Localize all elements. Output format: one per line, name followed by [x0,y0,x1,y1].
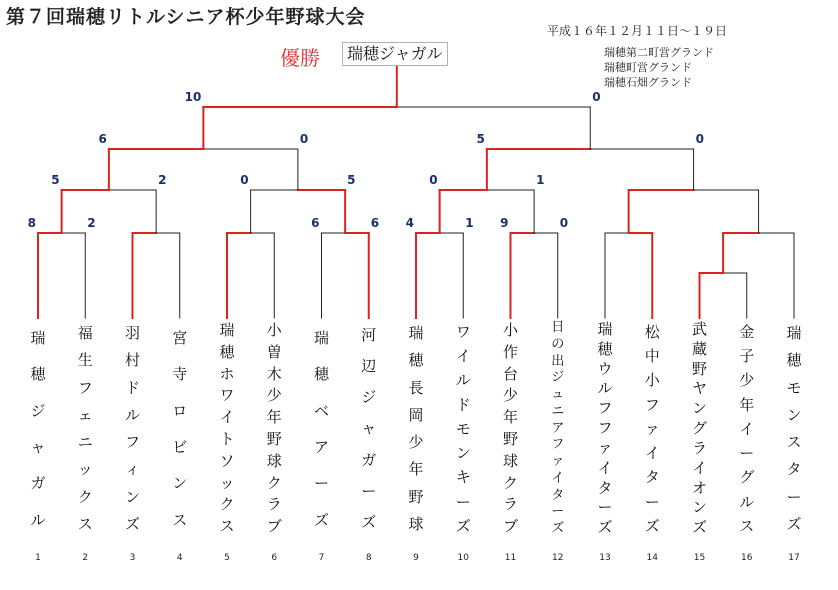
score-m7_8-b: 6 [370,216,380,230]
score-final-b: 0 [592,90,601,104]
team-seed-number: 7 [318,553,325,563]
team-name: 松 中 小 フ ァ イ タ ー ズ [644,323,660,535]
team-name: 小 作 台 少 年 野 球 ク ラ ブ [502,321,518,536]
team-seed-number: 11 [504,553,517,563]
score-final-a: 10 [184,90,202,104]
team-name: ワ イ ル ド モ ン キ ー ズ [455,323,471,535]
score-m7_8-a: 6 [311,216,320,230]
score-m1_2-a: 8 [27,216,36,230]
team-name: 瑞 穂 ホ ワ イ ト ソ ッ ク ス [219,321,235,536]
champion-label: 優勝 [280,46,320,70]
team-seed-number: 17 [788,553,800,563]
team-seed-number: 14 [646,553,658,563]
team-seed-number: 12 [552,553,564,563]
team-name: 羽 村 ド ル フ ィ ン ズ [124,324,140,533]
team-name: 宮 寺 ロ ビ ン ス [172,329,188,529]
team-name: 河 辺 ジ ャ ガ ー ズ [361,326,377,531]
score-q3-b: 1 [536,173,545,187]
team-seed-number: 2 [82,553,89,563]
score-q2-b: 5 [347,173,356,187]
venue-item: 瑞穂町営グランド [604,61,692,74]
score-q1-b: 2 [158,173,167,187]
team-name: 福 生 フ ェ ニ ッ ク ス [77,324,93,533]
team-name: 瑞 穂 ジ ャ ガ ル [30,329,46,529]
team-seed-number: 13 [599,553,611,563]
team-name: 瑞 穂 ウ ル フ フ ァ イ タ ー ズ [597,320,613,537]
score-q3-a: 0 [429,173,438,187]
champion-team-box: 瑞穂ジャガル [342,42,448,66]
score-q1-a: 5 [51,173,60,187]
team-name: 瑞 穂 長 岡 少 年 野 球 [408,324,424,533]
team-name: 金 子 少 年 イ ー グ ル ス [739,323,755,535]
score-m9_10-b: 1 [465,216,474,230]
team-seed-number: 15 [693,553,706,563]
team-name: 武 蔵 野 ヤ ン グ ラ イ オ ン ズ [691,320,707,537]
team-seed-number: 8 [365,553,372,563]
team-seed-number: 6 [271,553,278,563]
venue-list [604,45,714,90]
team-seed-number: 10 [457,553,469,563]
team-seed-number: 1 [35,553,41,563]
team-name: 日 の 出 ジ ュ ニ ア フ ァ イ タ ー ズ [551,320,565,537]
team-seed-number: 16 [741,553,753,563]
score-m11_12-a: 9 [500,216,509,230]
team-seed-number: 5 [224,553,230,563]
score-s2-b: 0 [695,132,704,146]
team-seed-number: 3 [129,553,136,563]
score-s1-b: 0 [299,132,309,146]
page-title: 第７回瑞穂リトルシニア杯少年野球大会 [6,6,366,28]
venue-item: 瑞穂石畑グランド [604,76,692,89]
tournament-date: 平成１６年１２月１１日～１９日 [547,24,728,38]
team-seed-number: 9 [413,553,419,563]
team-name: 瑞 穂 モ ン ス タ ー ズ [786,324,802,533]
score-m9_10-a: 4 [405,216,414,230]
team-name: 小 曽 木 少 年 野 球 ク ラ ブ [266,321,282,536]
team-name: 瑞 穂 ベ ア ー ズ [313,329,329,529]
team-seed-number: 4 [176,553,183,563]
score-s2-a: 5 [476,132,485,146]
venue-item: 瑞穂第二町営グランド [604,46,714,59]
score-m11_12-b: 0 [559,216,569,230]
score-q2-a: 0 [240,173,249,187]
score-s1-a: 6 [98,132,107,146]
score-m1_2-b: 2 [87,216,96,230]
